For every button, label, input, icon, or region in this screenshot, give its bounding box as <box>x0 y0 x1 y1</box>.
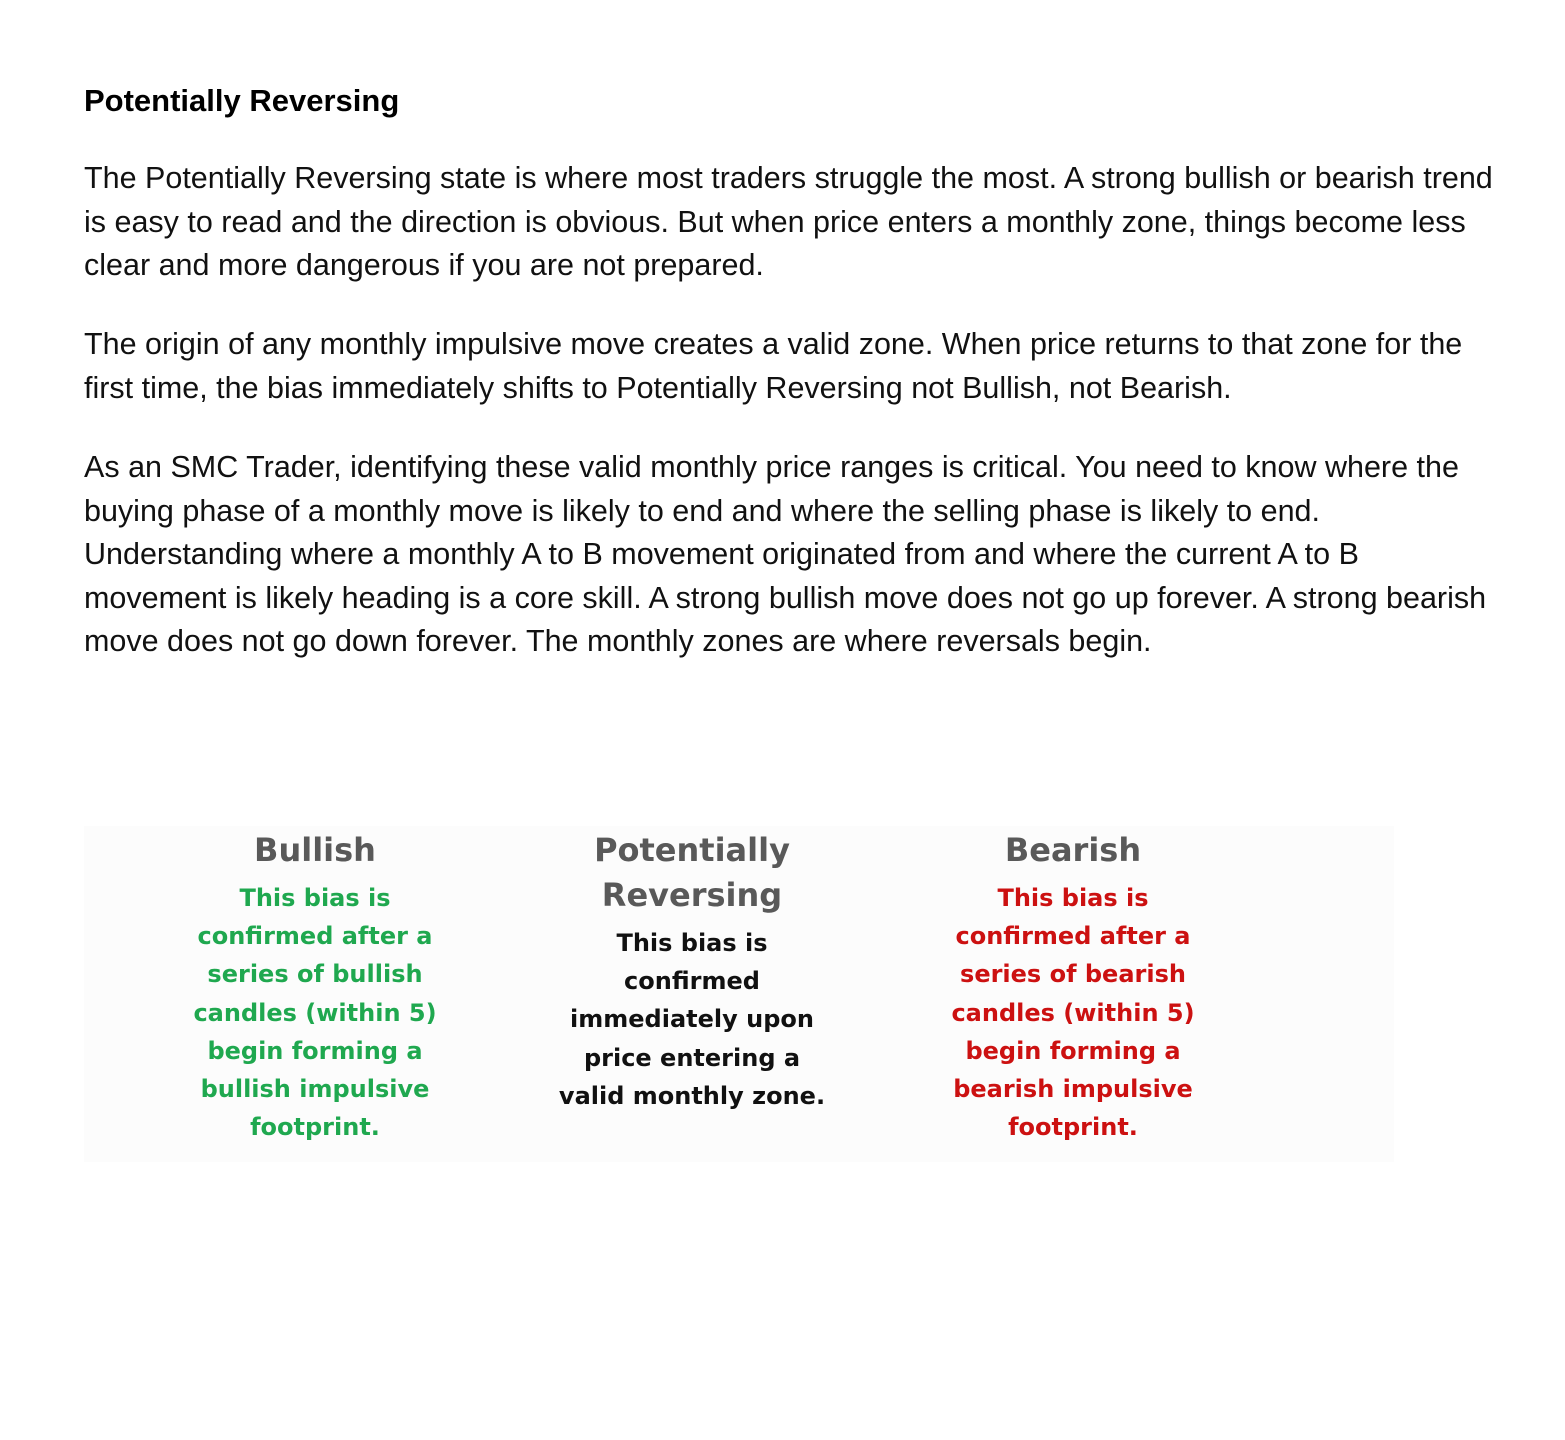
bias-description: This bias is confirmed after a series of bullish candles (within 5) begin forming a bullish impulsive footprint. <box>193 884 437 1142</box>
bias-title: Bearish <box>1004 831 1142 869</box>
paragraph-origin: The origin of any monthly impulsive move creates a valid zone. When price returns to that zone for the first time, the bias immediately shifts to Potentially Reversing not Bullish, not Bearish. <box>84 327 1463 405</box>
bias-states-panel <box>84 826 1394 1162</box>
bias-description: This bias is confirmed after a series of bearish candles (within 5) begin forming a bearish impulsive footprint. <box>951 884 1195 1142</box>
bias-column-potentially-reversing <box>556 826 828 1115</box>
paragraph-smc-trader: As an SMC Trader, identifying these valid monthly price ranges is critical. You need to know where the buying phase of a monthly move is likely to end and where the selling phase is likely to end. Understanding where a monthly A to B movement originated from and where the current A to B movement is likely heading is a core skill. A strong bullish move does not go up forever. A strong bearish move does not go down forever. The monthly zones are where reversals begin. <box>84 450 1487 658</box>
bias-title: Bullish <box>254 831 376 869</box>
bias-title: Potentially Reversing <box>594 831 790 914</box>
bias-column-bullish <box>184 826 446 1146</box>
bias-column-bearish <box>944 826 1202 1146</box>
bias-description: This bias is confirmed immediately upon price entering a valid monthly zone. <box>558 929 826 1110</box>
section-heading: Potentially Reversing <box>84 83 400 118</box>
paragraph-intro: The Potentially Reversing state is where most traders struggle the most. A strong bullish or bearish trend is easy to read and the direction is obvious. But when price enters a monthly zone, things become less clear and more dangerous if you are not prepared. <box>84 161 1493 282</box>
